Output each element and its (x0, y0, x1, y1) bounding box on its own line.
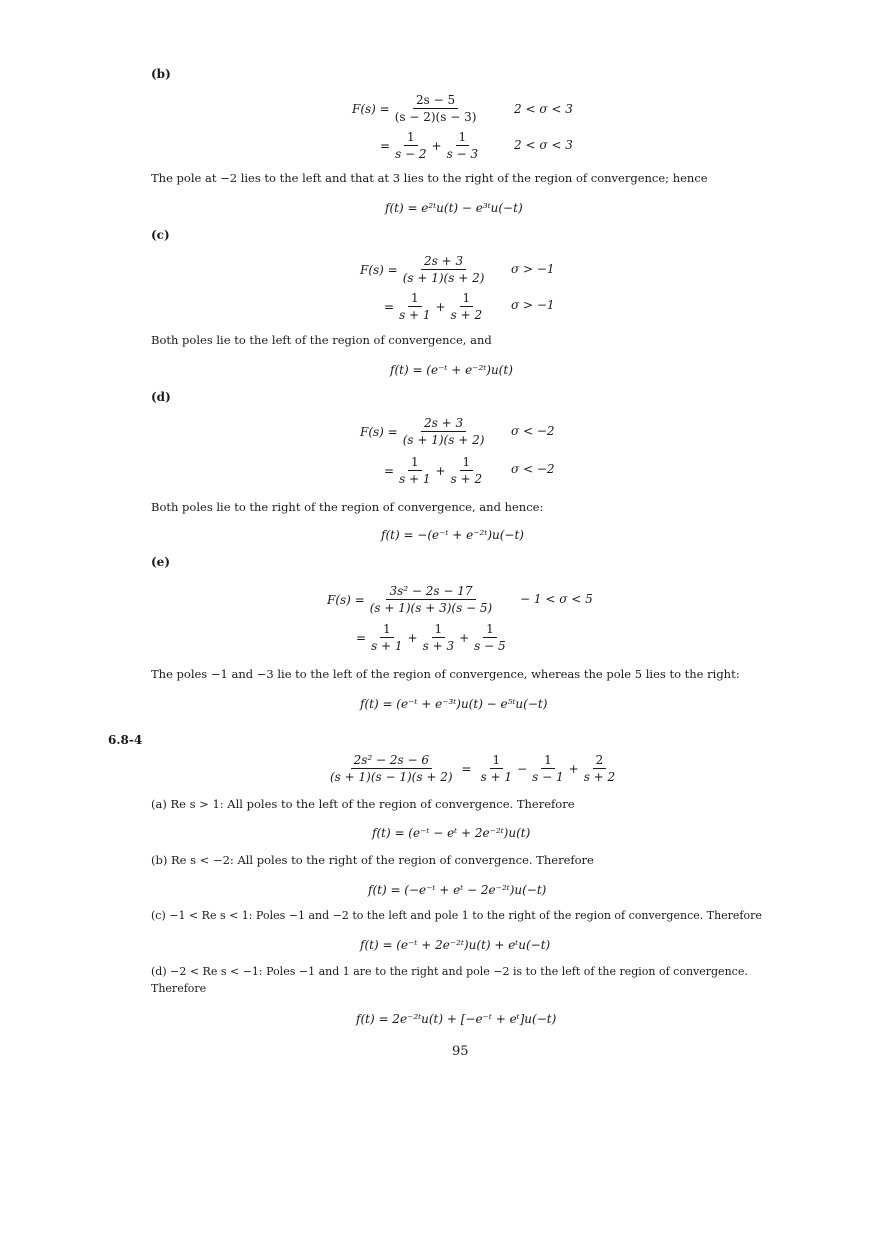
case-b-text: (b) Re s < −2: All poles to the right of the region of convergence. Therefore (151, 853, 594, 867)
part-e-explanation: The poles −1 and −3 lie to the left of the region of convergence, whereas the pole 5 lies to the right: (151, 667, 740, 681)
minus: − (517, 761, 528, 776)
part-b-roc-1: 2 < σ < 3 (514, 102, 573, 116)
denominator: s + 1 (399, 472, 431, 486)
part-d-label: (d) (151, 390, 171, 404)
plus: + (568, 761, 579, 776)
part-c-label: (c) (151, 228, 170, 242)
problem-partial-fraction (325, 753, 620, 784)
fraction-lhs (327, 753, 456, 784)
denominator: (s + 1)(s + 2) (402, 433, 485, 447)
numerator: 1 (490, 753, 504, 769)
fraction-1 (392, 130, 429, 161)
part-b-label: (b) (151, 67, 171, 81)
numerator: 1 (404, 130, 418, 146)
numerator: 1 (456, 130, 470, 146)
part-c-result: f(t) = (e⁻ᵗ + e⁻²ᵗ)u(t) (390, 363, 513, 377)
plus: + (459, 630, 470, 645)
fraction-1 (396, 455, 433, 486)
part-c-equation-2 (384, 291, 487, 322)
lhs: F(s) = (327, 592, 365, 607)
fraction (400, 416, 488, 447)
fraction-1 (368, 622, 405, 653)
denominator: s + 1 (371, 639, 403, 653)
part-e-result: f(t) = (e⁻ᵗ + e⁻³ᵗ)u(t) − e⁵ᵗu(−t) (360, 697, 548, 711)
part-e-equation-2 (356, 622, 511, 653)
numerator: 1 (460, 291, 474, 307)
fraction (392, 93, 480, 124)
fraction-2 (448, 455, 485, 486)
part-d-result: f(t) = −(e⁻ᵗ + e⁻²ᵗ)u(−t) (381, 528, 524, 542)
part-b-equation-2 (380, 130, 483, 161)
part-d-explanation: Both poles lie to the right of the region of convergence, and hence: (151, 500, 544, 514)
part-e-equation-1 (327, 584, 497, 615)
denominator: s + 1 (480, 770, 513, 784)
denominator: s − 2 (395, 147, 427, 161)
part-b-result: f(t) = e²ᵗu(t) − e³ᵗu(−t) (385, 201, 523, 215)
case-d-text: (d) −2 < Re s < −1: Poles −1 and 1 are to the right and pole −2 is to the left of the region of convergence. (151, 965, 748, 978)
plus: + (407, 630, 418, 645)
numerator: 2 (593, 753, 607, 769)
fraction-3 (471, 622, 508, 653)
lhs: F(s) = (360, 262, 398, 277)
part-d-equation-1 (360, 416, 489, 447)
case-b-result: f(t) = (−e⁻ᵗ + eᵗ − 2e⁻²ᵗ)u(−t) (368, 883, 547, 897)
denominator: (s − 2)(s − 3) (394, 110, 477, 124)
part-e-roc: − 1 < σ < 5 (520, 592, 593, 606)
numerator: 1 (460, 455, 474, 471)
numerator: 2s + 3 (421, 416, 466, 432)
part-d-roc-1: σ < −2 (511, 424, 555, 438)
fraction-3 (581, 753, 618, 784)
case-d-text-continued: Therefore (151, 982, 207, 995)
denominator: s − 5 (474, 639, 506, 653)
part-c-explanation: Both poles lie to the left of the region of convergence, and (151, 333, 492, 347)
plus: + (431, 138, 442, 153)
fraction-2 (448, 291, 485, 322)
part-e-label: (e) (151, 555, 170, 569)
part-b-explanation: The pole at −2 lies to the left and that at 3 lies to the right of the region of convergence; hence (151, 171, 708, 185)
denominator: (s + 1)(s − 1)(s + 2) (330, 770, 453, 784)
numerator: 2s + 3 (421, 254, 466, 270)
case-c-text: (c) −1 < Re s < 1: Poles −1 and −2 to the left and pole 1 to the right of the region of convergence. Therefore (151, 909, 762, 922)
problem-number: 6.8-4 (108, 733, 143, 747)
plus: + (435, 463, 446, 478)
part-b-equation-1 (352, 93, 481, 124)
numerator: 1 (483, 622, 497, 638)
fraction (400, 254, 488, 285)
fraction-2 (420, 622, 457, 653)
fraction-1 (396, 291, 433, 322)
equals: = (380, 138, 391, 153)
fraction-1 (478, 753, 515, 784)
part-b-roc-2: 2 < σ < 3 (514, 138, 573, 152)
lhs: F(s) = (352, 101, 390, 116)
equals: = (384, 463, 395, 478)
denominator: s + 2 (583, 770, 616, 784)
part-c-equation-1 (360, 254, 489, 285)
numerator: 1 (432, 622, 446, 638)
denominator: (s + 1)(s + 3)(s − 5) (369, 601, 493, 615)
denominator: s + 3 (422, 639, 455, 653)
numerator: 3s² − 2s − 17 (386, 584, 475, 600)
denominator: s + 2 (450, 472, 483, 486)
denominator: (s + 1)(s + 2) (402, 271, 485, 285)
numerator: 1 (408, 455, 422, 471)
fraction-2 (444, 130, 481, 161)
fraction-2 (529, 753, 566, 784)
fraction (367, 584, 496, 615)
case-a-result: f(t) = (e⁻ᵗ − eᵗ + 2e⁻²ᵗ)u(t) (372, 826, 531, 840)
equals: = (384, 299, 395, 314)
part-c-roc-2: σ > −1 (511, 298, 555, 312)
numerator: 1 (380, 622, 394, 638)
numerator: 2s − 5 (413, 93, 458, 109)
denominator: s − 1 (532, 770, 564, 784)
case-a-text: (a) Re s > 1: All poles to the left of the region of convergence. Therefore (151, 797, 575, 811)
page-number: 95 (452, 1044, 469, 1059)
plus: + (435, 299, 446, 314)
case-c-result: f(t) = (e⁻ᵗ + 2e⁻²ᵗ)u(t) + eᵗu(−t) (360, 938, 551, 952)
part-d-roc-2: σ < −2 (511, 462, 555, 476)
lhs: F(s) = (360, 424, 398, 439)
numerator: 1 (408, 291, 422, 307)
equals: = (461, 761, 472, 776)
case-d-result: f(t) = 2e⁻²ᵗu(t) + [−e⁻ᵗ + eᵗ]u(−t) (356, 1012, 557, 1026)
numerator: 2s² − 2s − 6 (351, 753, 432, 769)
denominator: s − 3 (446, 147, 479, 161)
part-c-roc-1: σ > −1 (511, 262, 555, 276)
numerator: 1 (541, 753, 555, 769)
denominator: s + 2 (450, 308, 483, 322)
equals: = (356, 630, 367, 645)
part-d-equation-2 (384, 455, 487, 486)
denominator: s + 1 (399, 308, 431, 322)
